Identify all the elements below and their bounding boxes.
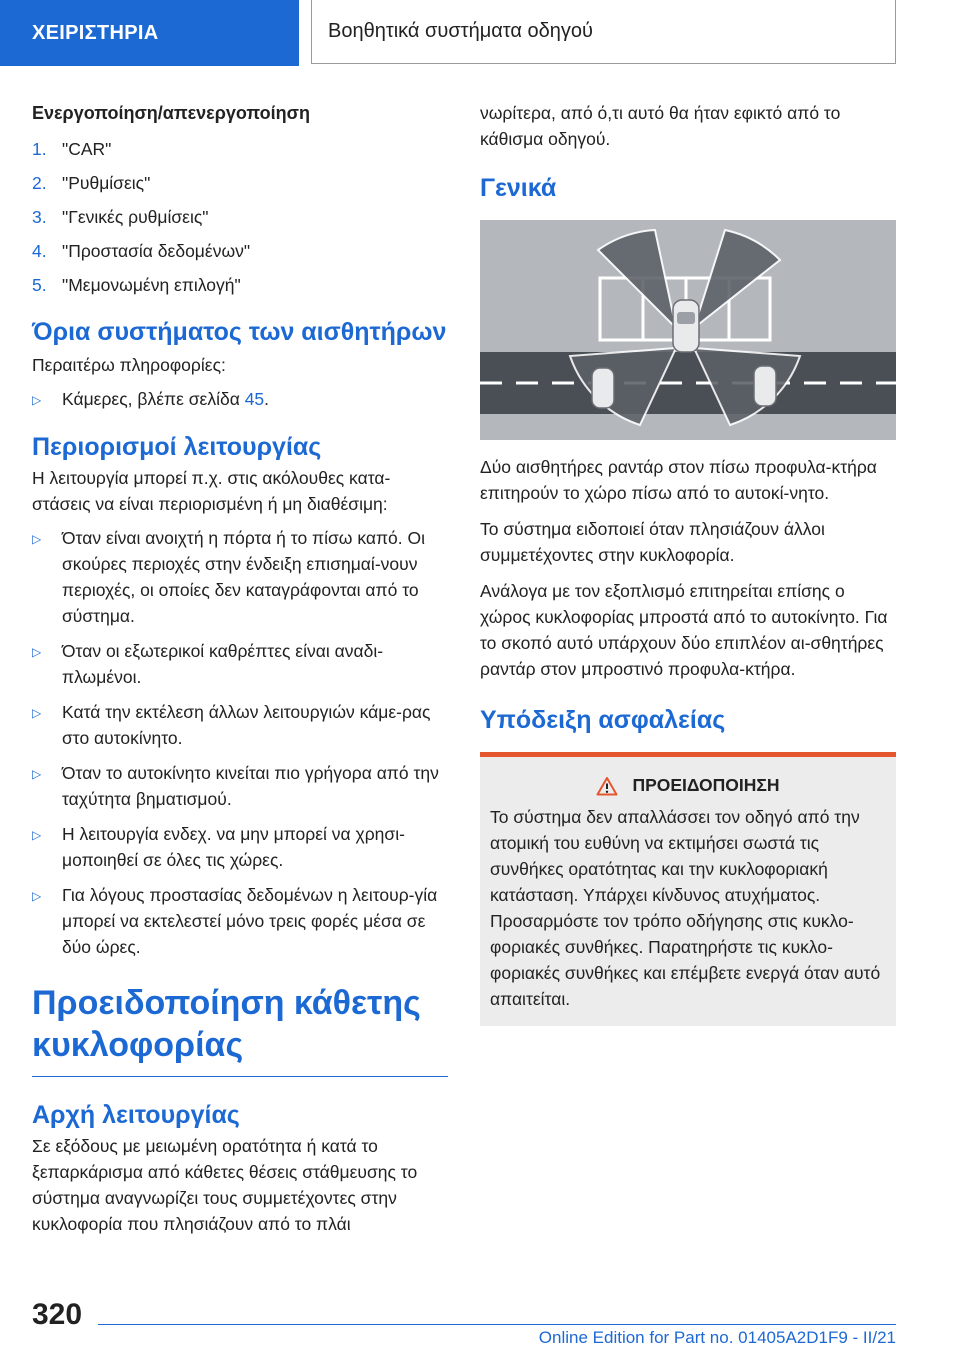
restriction-text: Για λόγους προστασίας δεδομένων η λειτουρ-γία μπορεί να εκτελεστεί μόνο τρεις φορές μέσα σε δύο ώρες.: [62, 885, 438, 957]
warning-text: Το σύστημα δεν απαλλάσσει τον οδηγό από την ατομική του ευθύνη να εκτιμήσει σωστά τις συνθήκες ορατότητας και την κυκλοφοριακή κατάσταση. Υπάρχει κίνδυνος ατυχήματος. Προσαρμόστε τον τρόπο οδήγησης στις κυκλο-φοριακές συνθήκες. Παρατηρήστε τις κυκλο-φοριακές συνθήκες και επέμβετε ενεργά όταν αυτό απαιτείται.: [490, 807, 881, 1009]
step-text: "Ρυθμίσεις": [62, 173, 151, 193]
step-text: "CAR": [62, 139, 112, 159]
heading-divider: [32, 1076, 448, 1077]
page-link[interactable]: 45: [244, 389, 265, 409]
principle-text: Σε εξόδους με μειωμένη ορατότητα ή κατά το ξεπαρκάρισμα από κάθετες θέσεις στάθμευσης το σύστημα αναγνωρίζει τους συμμετέχοντες στην κυκλοφορία που πλησιάζουν από το πλάι: [32, 1136, 418, 1234]
triangle-bullet-icon: ▷: [32, 889, 42, 903]
restrictions-heading: Περιορισμοί λειτουργίας: [32, 433, 322, 461]
warning-title-row: [480, 757, 896, 796]
list-item: [32, 238, 448, 264]
step-text: "Μεμονωμένη επιλογή": [62, 275, 241, 295]
list-item: [32, 136, 448, 162]
triangle-bullet-icon: ▷: [32, 532, 42, 546]
restriction-text: Όταν οι εξωτερικοί καθρέπτες είναι αναδι-πλωμένοι.: [62, 641, 384, 687]
step-number: 4.: [32, 241, 47, 261]
list-item: [32, 821, 448, 873]
list-item: [32, 272, 448, 298]
triangle-bullet-icon: ▷: [32, 828, 42, 842]
continued-text: νωρίτερα, από ό,τι αυτό θα ήταν εφικτό από το κάθισμα οδηγού.: [480, 103, 841, 149]
restriction-text: Όταν το αυτοκίνητο κινείται πιο γρήγορα από την ταχύτητα βηματισμού.: [62, 763, 439, 809]
step-number: 3.: [32, 207, 47, 227]
restriction-text: Κατά την εκτέλεση άλλων λειτουργιών κάμε-ρας στο αυτοκίνητο.: [62, 702, 431, 748]
list-item: [32, 760, 448, 812]
section-title: ΧΕΙΡΙΣΤΗΡΙΑ: [32, 21, 159, 44]
list-item: [32, 170, 448, 196]
general-paragraph-1: Δύο αισθητήρες ραντάρ στον πίσω προφυλα-κτήρα επιτηρούν το χώρο πίσω από το αυτοκί-νητο.: [480, 457, 877, 503]
right-column: [480, 100, 896, 1026]
restrictions-list: [32, 525, 448, 960]
restriction-text: Η λειτουργία ενδεχ. να μην μπορεί να χρησι-μοποιηθεί σε όλες τις χώρες.: [62, 824, 405, 870]
triangle-bullet-icon: ▷: [32, 393, 42, 407]
general-heading: Γενικά: [480, 174, 557, 202]
restriction-text: Όταν είναι ανοιχτή η πόρτα ή το πίσω καπό. Οι σκούρες περιοχές στην ένδειξη επισημαί-νουν περιοχές, οι οποίες δεν καταγράφονται από το σύστημα.: [62, 528, 426, 626]
step-number: 1.: [32, 139, 47, 159]
list-item: [32, 882, 448, 960]
chapter-title: Βοηθητικά συστήματα οδηγού: [328, 20, 593, 42]
list-item: [32, 699, 448, 751]
limits-item-end: .: [264, 389, 270, 409]
step-text: "Προστασία δεδομένων": [62, 241, 251, 261]
limits-item: [62, 386, 269, 413]
footer-divider: [98, 1324, 896, 1325]
list-item: [32, 525, 448, 629]
cross-traffic-radar-diagram: [480, 220, 896, 440]
steps-list: [32, 136, 448, 298]
principle-heading: Αρχή λειτουργίας: [32, 1101, 240, 1129]
step-text: "Γενικές ρυθμίσεις": [62, 207, 209, 227]
step-number: 2.: [32, 173, 47, 193]
list-item: [32, 386, 448, 413]
limits-list: [32, 386, 448, 413]
step-number: 5.: [32, 275, 47, 295]
restrictions-intro: Η λειτουργία μπορεί π.χ. στις ακόλουθες κατα-στάσεις να είναι περιορισμένη ή μη διαθέσιμη:: [32, 468, 391, 514]
limits-heading: Όρια συστήματος των αισθητήρων: [32, 318, 447, 346]
limits-item-text: Κάμερες, βλέπε σελίδα: [62, 389, 245, 409]
main-heading: Προειδοποίηση κάθετης κυκλοφορίας: [32, 984, 421, 1064]
triangle-bullet-icon: ▷: [32, 767, 42, 781]
triangle-bullet-icon: ▷: [32, 645, 42, 659]
section-tab: [0, 0, 299, 66]
triangle-bullet-icon: ▷: [32, 706, 42, 720]
list-item: [32, 638, 448, 690]
page-number: 320: [32, 1298, 83, 1331]
chapter-tab: [311, 0, 896, 64]
safety-heading: Υπόδειξη ασφαλείας: [480, 706, 726, 734]
radar-illustration: [480, 220, 896, 440]
warning-title: ΠΡΟΕΙΔΟΠΟΙΗΣΗ: [632, 775, 780, 795]
activation-heading: Ενεργοποίηση/απενεργοποίηση: [32, 103, 310, 123]
list-item: [32, 204, 448, 230]
general-paragraph-2: Το σύστημα ειδοποιεί όταν πλησιάζουν άλλοι συμμετέχοντες στην κυκλοφορία.: [480, 519, 825, 565]
general-paragraph-3: Ανάλογα με τον εξοπλισμό επιτηρείται επίσης ο χώρος κυκλοφορίας μπροστά από το αυτοκίνητο. Για το σκοπό αυτό υπάρχουν δύο επιπλέον αι-σθητήρες ραντάρ στον μπροστινό προφυλα-κτήρα.: [480, 581, 888, 679]
left-column: [32, 100, 448, 1237]
limits-intro: Περαιτέρω πληροφορίες:: [32, 355, 226, 375]
edition-note: Online Edition for Part no. 01405A2D1F9 - II/21: [538, 1328, 896, 1347]
warning-triangle-icon: [596, 776, 618, 796]
warning-box: [480, 752, 896, 1026]
